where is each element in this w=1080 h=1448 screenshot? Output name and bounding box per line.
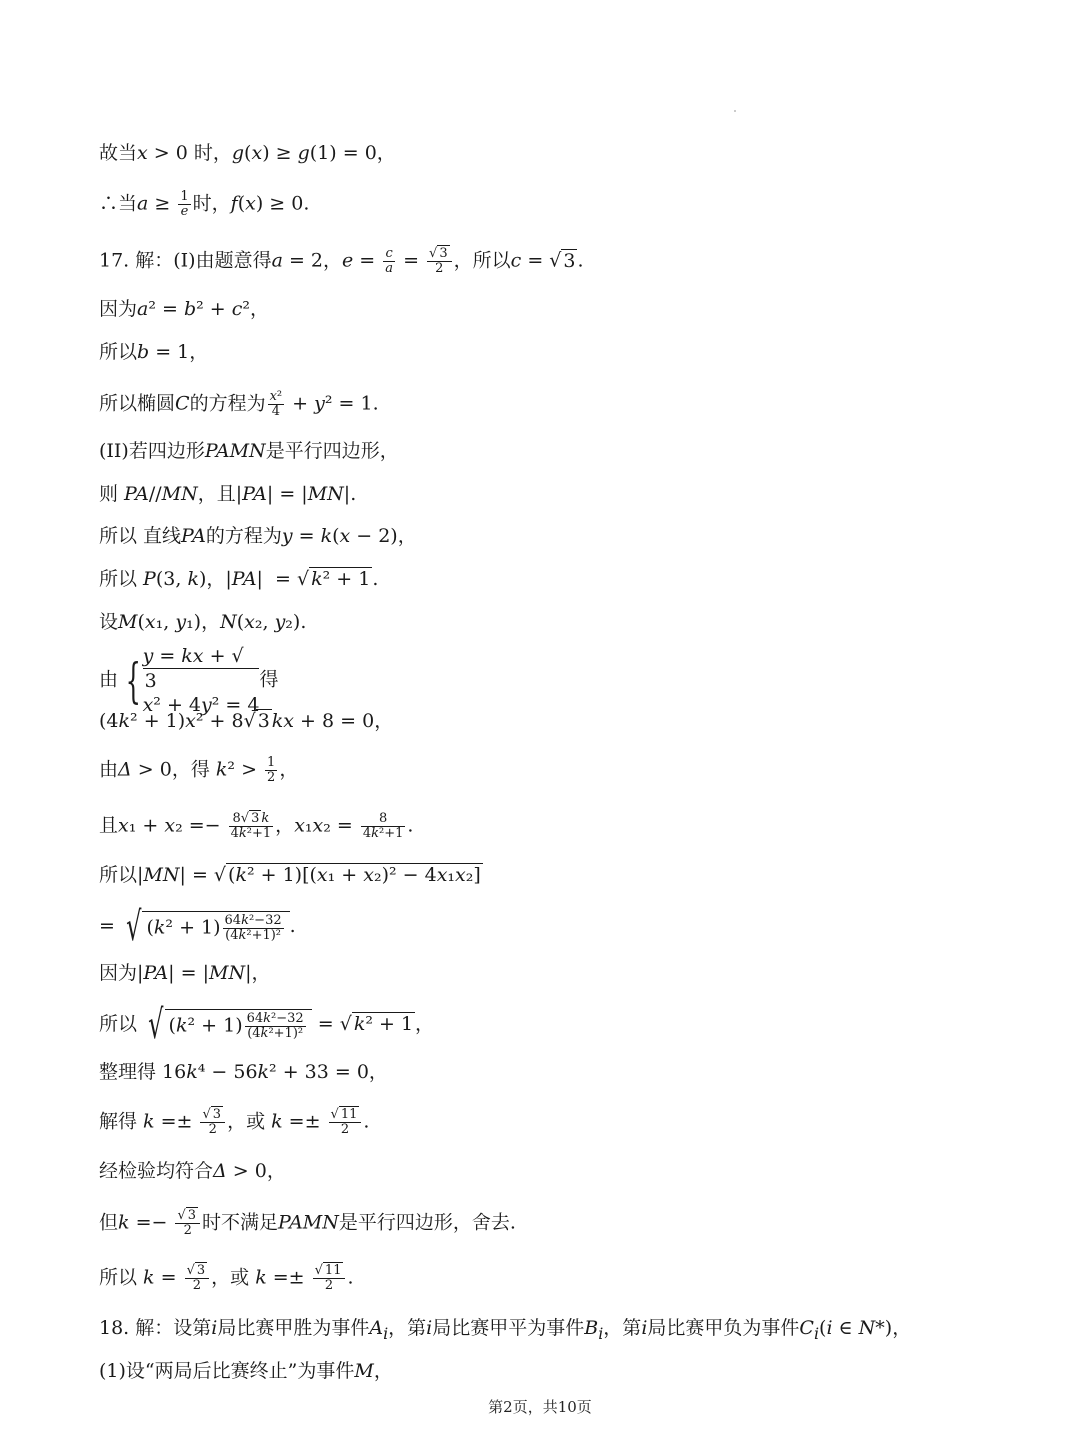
line-5: 所以b = 1， [99, 341, 209, 363]
line-8: 则 PA//MN，且|PA| = |MN|. [99, 483, 357, 505]
line-24: 所以 k = $\frac{√ 3}{2}$ ，或 k =± $\frac{√ 11}{2}$ . [99, 1263, 354, 1293]
problem-17-heading: 17. 解：(I)由题意得a = 2，e = $\frac{c}{a}$ = $\frac{√ 3}{2}$ ，所以c = √ 3 . [99, 246, 584, 276]
line-18: 因为|PA| = |MN|， [99, 962, 271, 984]
line-14: 由Δ > 0，得 k² > $\frac{1}{2}$ ， [99, 755, 299, 785]
line-4: 因为a² = b² + c²， [99, 298, 270, 320]
page-footer: 第2页，共10页 [488, 1398, 592, 1416]
scan-speck [734, 110, 736, 112]
line-19: 所以 √ (k² + 1) $\frac{\text{64k²−32}}{\text{(4k²+1)²}}$ = √ k² + 1 ， [99, 1002, 435, 1048]
line-9: 所以 直线PA的方程为y = k(x − 2)， [99, 525, 417, 547]
line-26: (1)设“两局后比赛终止”为事件M， [99, 1360, 393, 1382]
line-2: ∴当a ≥ $\frac{1}{e}$ 时，f(x) ≥ 0. [99, 189, 310, 219]
line-12-system: 由 { y = kx + √ 3 x² + 4y² = 4 得 [99, 645, 279, 716]
line-22: 经检验均符合Δ > 0， [99, 1160, 286, 1182]
line-17: = √ (k² + 1) $\frac{\text{64k²−32}}{\text{(4k²+1)²}}$ . [99, 904, 296, 950]
line-20: 整理得 16k⁴ − 56k² + 33 = 0， [99, 1061, 388, 1083]
line-21: 解得 k =± $\frac{√ 3}{2}$ ，或 k =± $\frac{√ 11}{2}$ . [99, 1107, 370, 1137]
line-16: 所以|MN| = √ (k² + 1)[(x₁ + x₂)² − 4x₁x₂] [99, 864, 481, 886]
line-10: 所以 P(3, k)，|PA| = √ k² + 1 . [99, 568, 379, 590]
line-7: (II)若四边形PAMN是平行四边形， [99, 440, 399, 462]
line-1: 故当x > 0 时，g(x) ≥ g(1) = 0， [99, 142, 396, 164]
line-13: (4k² + 1)x² + 8√ 3 kx + 8 = 0， [99, 710, 394, 732]
problem-18-heading: 18. 解：设第i局比赛甲胜为事件$A_i$，第i局比赛甲平为事件$B_i$，第i局比赛甲负为事件$C_i(i$ ∈ N*)， [99, 1317, 912, 1343]
line-15: 且x₁ + x₂ =− $\frac{8√ 3 k}{\text{4k²+1}}$ ，x₁x₂ = $\frac{8}{\text{4k²+1}}$ . [99, 811, 414, 841]
line-11: 设M(x₁, y₁)，N(x₂, y₂). [99, 611, 307, 633]
line-23: 但k =− $\frac{√ 3}{2}$ 时不满足PAMN是平行四边形，舍去. [99, 1208, 516, 1238]
line-6: 所以椭圆C的方程为 $\frac{\text{x²}}{4}$ + y² = 1. [99, 389, 379, 419]
